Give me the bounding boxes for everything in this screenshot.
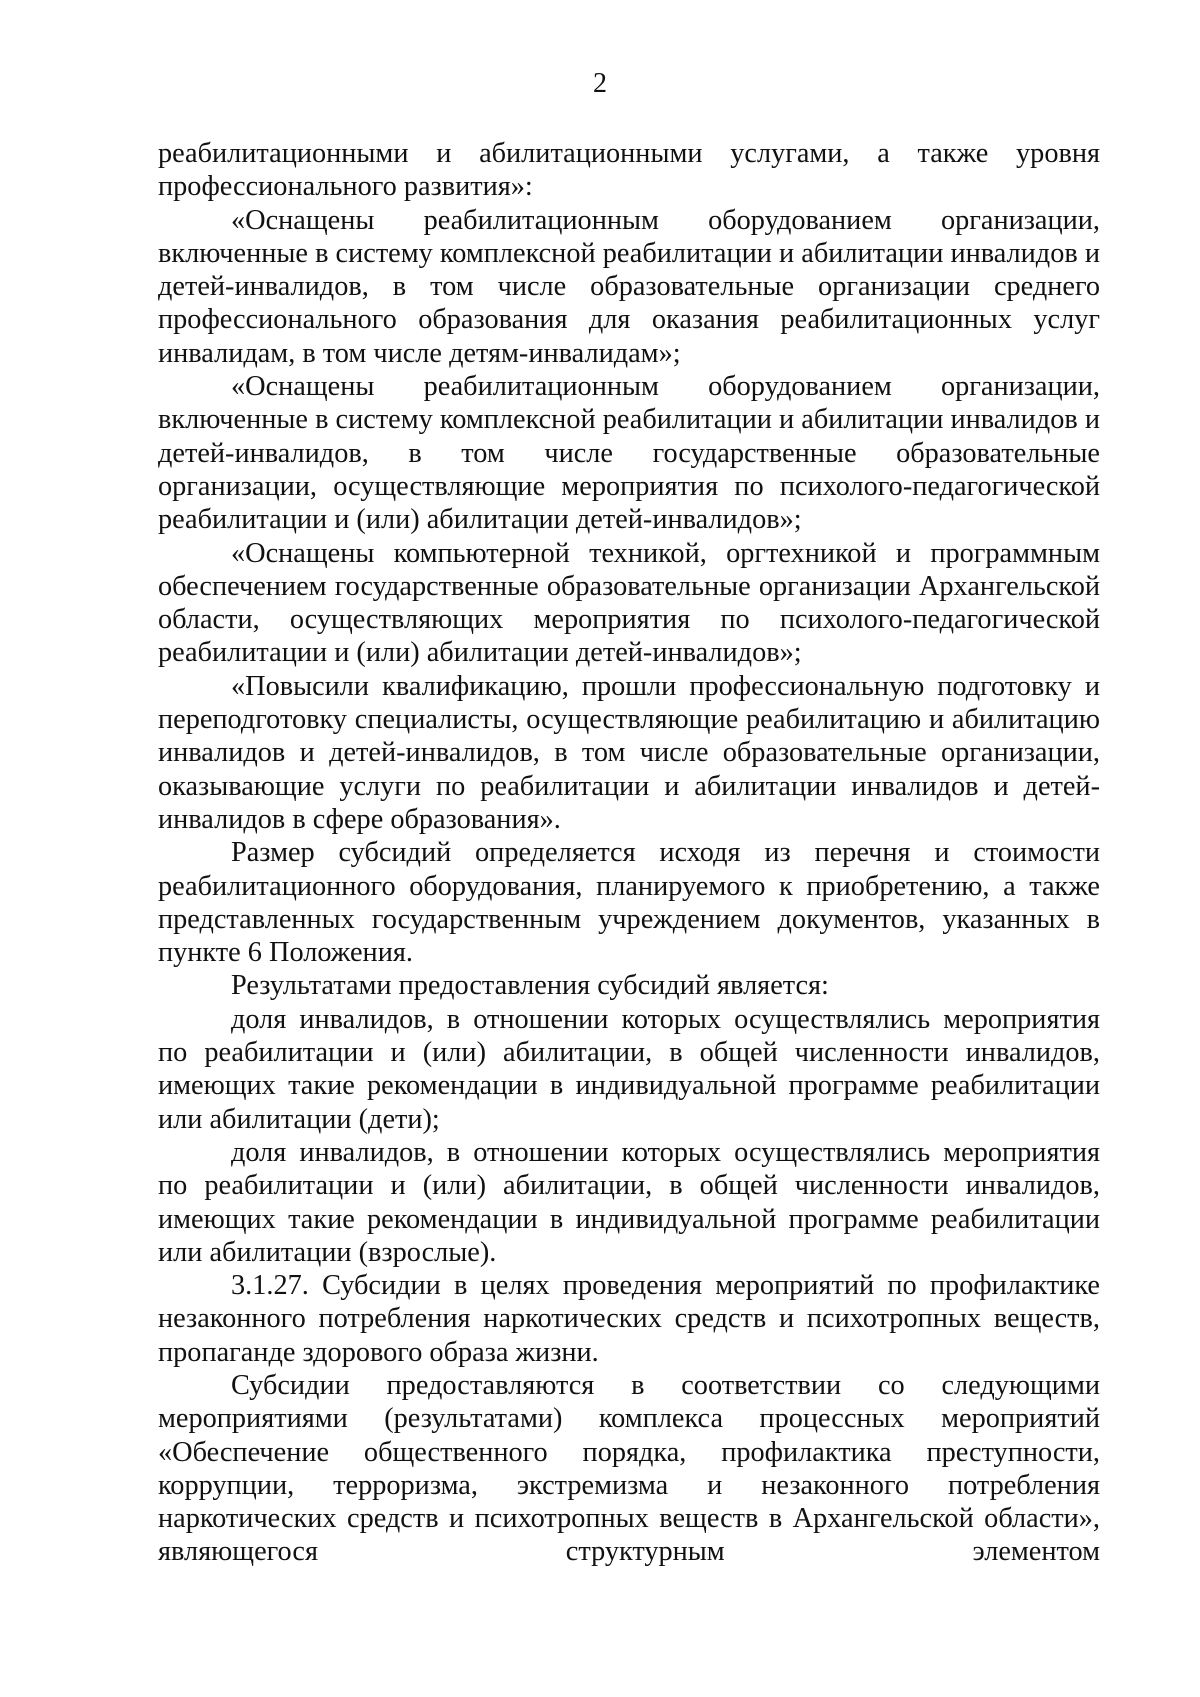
paragraph: «Оснащены компьютерной техникой, оргтехникой и программным обеспечением государственные образовательные организации Архангельской области, осуществляющих мероприятия по психолого-педагогической реабилитации и (или) абилитации детей-инвалидов»;: [158, 537, 1100, 669]
paragraph: «Оснащены реабилитационным оборудованием организации, включенные в систему комплексной реабилитации и абилитации инвалидов и детей-инвалидов, в том числе образовательные организации среднего профессионального образования для оказания реабилитационных услуг инвалидам, в том числе детям-инвалидам»;: [158, 204, 1100, 369]
paragraph: доля инвалидов, в отношении которых осуществлялись мероприятия по реабилитации и (или) абилитации, в общей численности инвалидов, имеющих такие рекомендации в индивидуальной программе реабилитации или абилитации (дети);: [158, 1003, 1100, 1135]
paragraph: 3.1.27. Субсидии в целях проведения мероприятий по профилактике незаконного потребления наркотических средств и психотропных веществ, пропаганде здорового образа жизни.: [158, 1270, 1100, 1368]
paragraph: «Повысили квалификацию, прошли профессиональную подготовку и переподготовку специалисты, осуществляющие реабилитацию и абилитацию инвалидов и детей-инвалидов, в том числе образовательные организации, оказывающие услуги по реабилитации и абилитации инвалидов и детей-инвалидов в сфере образования».: [158, 670, 1100, 835]
paragraph: Размер субсидий определяется исходя из перечня и стоимости реабилитационного оборудования, планируемого к приобретению, а также представленных государственным учреждением документов, указанных в пункте 6 Положения.: [158, 837, 1100, 969]
paragraph: Субсидии предоставляются в соответствии со следующими мероприятиями (результатами) комплекса процессных мероприятий «Обеспечение общественного порядка, профилактика преступности, коррупции, терроризма, экстремизма и незаконного потребления наркотических средств и психотропных веществ в Архангельской области», являющегося структурным элементом: [158, 1369, 1100, 1568]
document-body: [158, 137, 1100, 1569]
page-number: 2: [593, 68, 607, 99]
paragraph: доля инвалидов, в отношении которых осуществлялись мероприятия по реабилитации и (или) абилитации, в общей численности инвалидов, имеющих такие рекомендации в индивидуальной программе реабилитации или абилитации (взрослые).: [158, 1136, 1100, 1268]
paragraph: «Оснащены реабилитационным оборудованием организации, включенные в систему комплексной реабилитации и абилитации инвалидов и детей-инвалидов, в том числе государственные образовательные организации, осуществляющие мероприятия по психолого-педагогической реабилитации и (или) абилитации детей-инвалидов»;: [158, 371, 1100, 536]
paragraph: реабилитационными и абилитационными услугами, а также уровня профессионального развития»:: [158, 138, 1100, 203]
paragraph: Результатами предоставления субсидий является:: [231, 970, 829, 1002]
